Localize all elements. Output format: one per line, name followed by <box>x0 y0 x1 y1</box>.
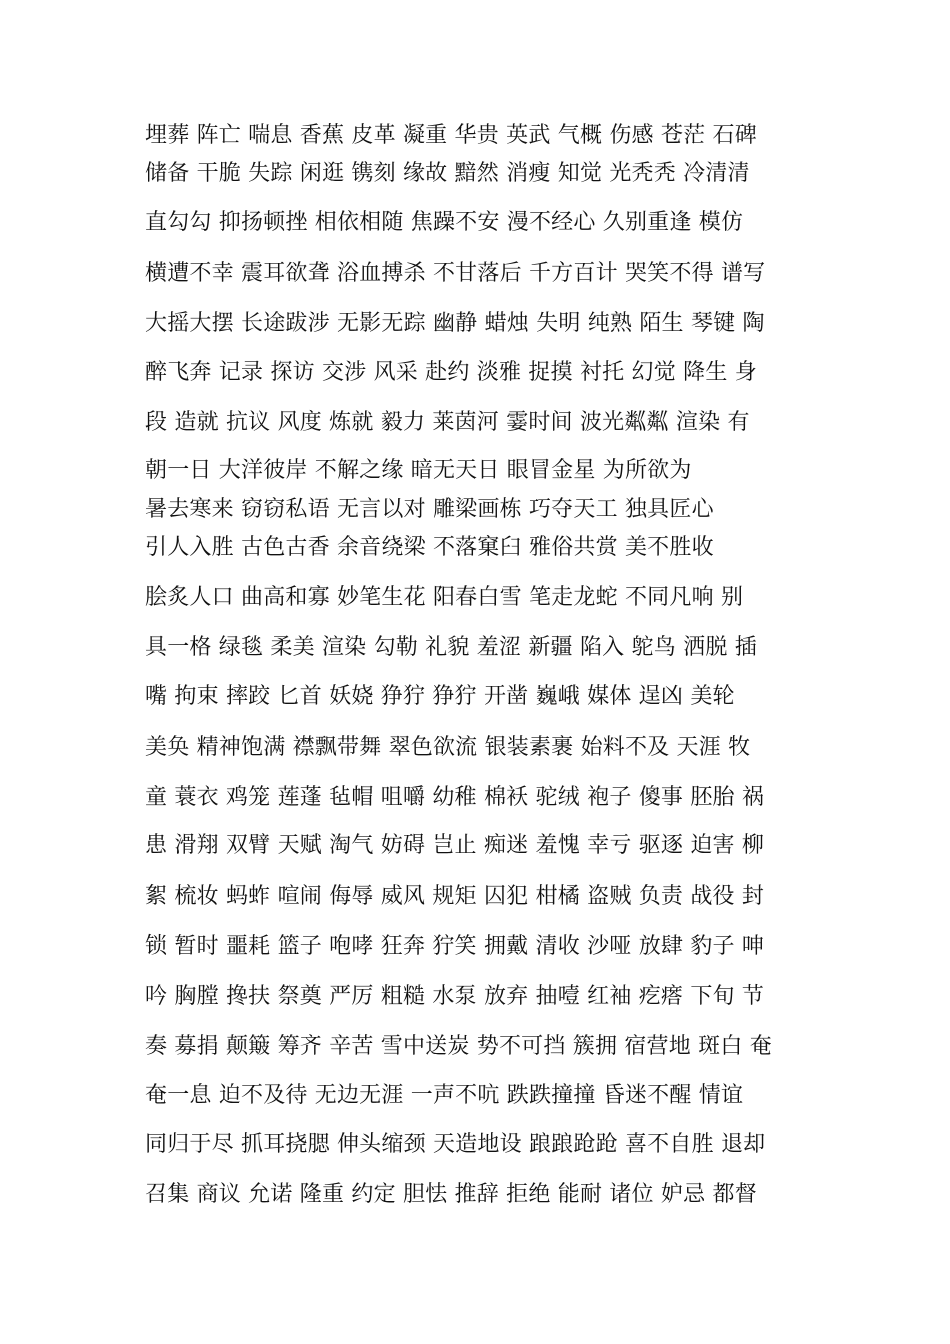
text-line-6: 醉飞奔 记录 探访 交涉 风采 赴约 淡雅 捉摸 衬托 幻觉 降生 身 <box>145 360 757 385</box>
text-line-1: 埋葬 阵亡 喘息 香蕉 皮革 凝重 华贵 英武 气概 伤感 苍茫 石碑 <box>145 123 757 148</box>
text-line-3: 直勾勾 抑扬顿挫 相依相随 焦躁不安 漫不经心 久别重逢 模仿 <box>145 210 744 235</box>
text-line-5: 大摇大摆 长途跋涉 无影无踪 幽静 蜡烛 失明 纯熟 陌生 琴键 陶 <box>145 311 765 336</box>
text-line-8: 朝一日 大洋彼岸 不解之缘 暗无天日 眼冒金星 为所欲为 <box>145 458 692 483</box>
text-line-11: 脍炙人口 曲高和寡 妙笔生花 阳春白雪 笔走龙蛇 不同凡响 别 <box>145 585 744 610</box>
text-line-18: 锁 暂时 噩耗 篮子 咆哮 狂奔 狞笑 拥戴 清收 沙哑 放肆 豹子 呻 <box>145 934 765 959</box>
text-line-23: 召集 商议 允诺 隆重 约定 胆怯 推辞 拒绝 能耐 诸位 妒忌 都督 <box>145 1182 757 1207</box>
text-line-2: 储备 干脆 失踪 闲逛 镌刻 缘故 黯然 消瘦 知觉 光秃秃 冷清清 <box>145 161 750 186</box>
text-line-17: 絮 梳妆 蚂蚱 喧闹 侮辱 威风 规矩 囚犯 柑橘 盗贼 负责 战役 封 <box>145 884 765 909</box>
text-line-7: 段 造就 抗议 风度 炼就 毅力 莱茵河 霎时间 波光粼粼 渲染 有 <box>145 410 750 435</box>
text-line-10: 引人入胜 古色古香 余音绕梁 不落窠臼 雅俗共赏 美不胜收 <box>145 535 714 560</box>
text-line-22: 同归于尽 抓耳挠腮 伸头缩颈 天造地设 踉踉跄跄 喜不自胜 退却 <box>145 1132 766 1157</box>
text-line-13: 嘴 拘束 摔跤 匕首 妖娆 狰狞 狰狞 开凿 巍峨 媒体 逞凶 美轮 <box>145 684 735 709</box>
text-line-20: 奏 募捐 颠簸 筹齐 辛苦 雪中送炭 势不可挡 簇拥 宿营地 斑白 奄 <box>145 1034 772 1059</box>
text-line-19: 吟 胸膛 搀扶 祭奠 严厉 粗糙 水泵 放弃 抽噎 红袖 疙瘩 下旬 节 <box>145 984 765 1009</box>
text-line-21: 奄一息 迫不及待 无边无涯 一声不吭 跌跌撞撞 昏迷不醒 情谊 <box>145 1083 744 1108</box>
text-line-15: 童 蓑衣 鸡笼 莲蓬 毡帽 咀嚼 幼稚 棉袄 驼绒 袍子 傻事 胚胎 祸 <box>145 785 765 810</box>
text-line-4: 横遭不幸 震耳欲聋 浴血搏杀 不甘落后 千方百计 哭笑不得 谱写 <box>145 261 766 286</box>
text-line-12: 具一格 绿毯 柔美 渲染 勾勒 礼貌 羞涩 新疆 陷入 鸵鸟 洒脱 插 <box>145 635 757 660</box>
text-line-16: 患 滑翔 双臂 天赋 淘气 妨碍 岂止 痴迷 羞愧 幸亏 驱逐 迫害 柳 <box>145 833 765 858</box>
text-line-14: 美奂 精神饱满 襟飘带舞 翠色欲流 银装素裹 始料不及 天涯 牧 <box>145 735 751 760</box>
text-line-9: 暑去寒来 窃窃私语 无言以对 雕梁画栋 巧夺天工 独具匠心 <box>145 497 714 522</box>
